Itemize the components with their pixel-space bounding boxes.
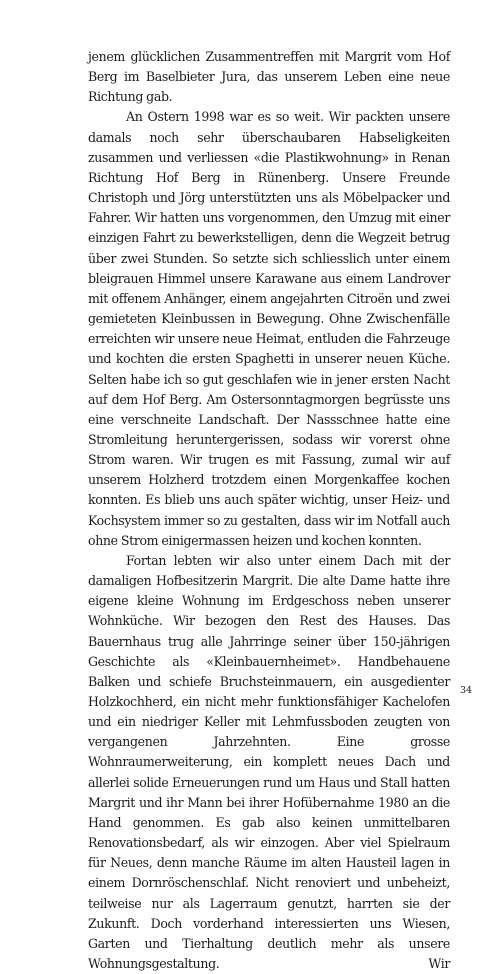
paragraph-1: jenem glücklichen Zusammentreffen mit Margrit vom Hof Berg im Baselbieter Jura, das unserem Leben eine neue Richtung gab. [88, 49, 450, 105]
paragraph-3: Fortan lebten wir also unter einem Dach mit der damaligen Hofbesitzerin Margrit. Die alte Dame hatte ihre eigene kleine Wohnung im Erdgeschoss neben unserer Wohnküche. Wir bezogen den Rest des Hauses. Das Bauernhaus trug alle Jahrringe seiner über 150-jährigen Geschichte als «Kleinbauernheimet». Handbehauene Balken und schiefe Bruchsteinmauern, ein ausgedienter Holzkochherd, ein nicht mehr funktionsfähiger Kachelofen und ein niedriger Keller mit Lehmfussboden zeugten von vergangenen Jahrzehnten. Eine grosse Wohnraumerweiterung, ein komplett neues Dach und allerlei solide Erneuerungen rund um Haus und Stall hatten Margrit und ihr Mann bei ihrer Hofübernahme 1980 an die Hand genommen. Es gab also keinen unmittelbaren Renovationsbedarf, als wir einzogen. Aber viel Spielraum für Neues, denn manche Räume im alten Hausteil lagen in einem Dornröschenschlaf. Nicht renoviert und unbeheizt, teilweise nur als Lagerraum genutzt, harrten sie der Zukunft. Doch vorderhand interessierten uns Wiesen, Garten und Tierhaltung deutlich mehr als unsere Wohnungsgestaltung. Wir [88, 552, 450, 972]
paragraph-2: An Ostern 1998 war es so weit. Wir packten unsere damals noch sehr überschaubaren Habseligkeiten zusammen und verliessen «die Plastikwohnung» in Renan Richtung Hof Berg in Rünenberg. Unsere Freunde Christoph und Jörg unterstützten uns als Möbelpacker und Fahrer. Wir hatten uns vorgenommen, den Umzug mit einer einzigen Fahrt zu bewerkstelligen, denn die Wegzeit betrug über zwei Stunden. So setzte sich schliesslich unter einem bleigrauen Himmel unsere Karawane aus einem Landrover mit offenem Anhänger, einem angejahrten Citroën und zwei gemieteten Kleinbussen in Bewegung. Ohne Zwischenfälle erreichten wir unsere neue Heimat, entluden die Fahrzeuge und kochten die ersten Spaghetti in unserer neuen Küche. Selten habe ich so gut geschlafen wie in jener ersten Nacht auf dem Hof Berg. Am Ostersonntagmorgen begrüsste uns eine verschneite Landschaft. Der Nassschnee hatte eine Stromleitung heruntergerissen, sodass wir vorerst ohne Strom waren. Wir trugen es mit Fassung, zumal wir auf unserem Holzherd trotzdem einen Morgenkaffee kochen konnten. Es blieb uns auch später wichtig, unser Heiz- und Kochsystem immer so zu gestalten, dass wir im Notfall auch ohne Strom einigermassen heizen und kochen konnten. [88, 109, 450, 548]
page-number: 34 [460, 685, 473, 696]
book-page-text [88, 47, 450, 974]
